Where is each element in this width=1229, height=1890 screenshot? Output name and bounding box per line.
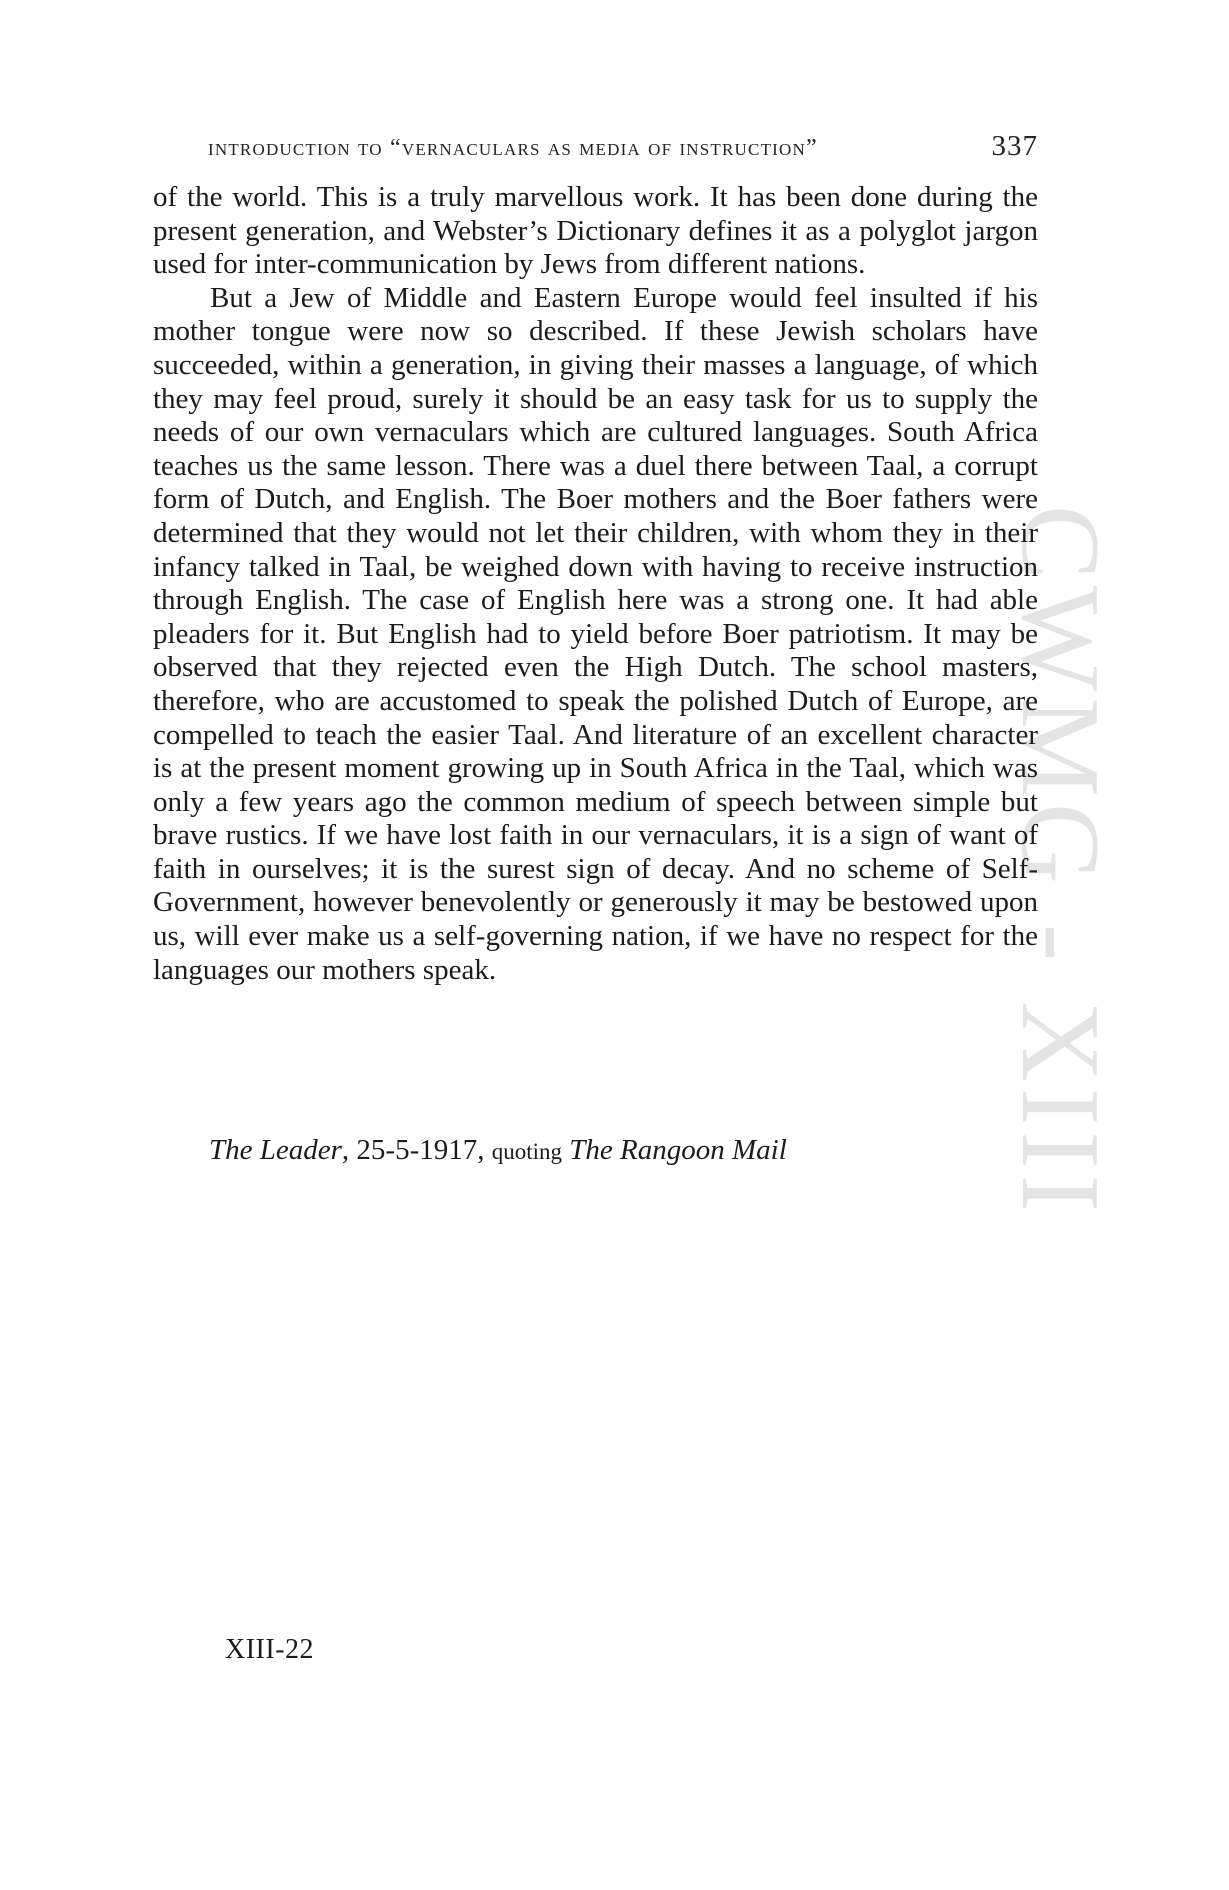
body-text xyxy=(153,181,1038,987)
signature-mark: XIII-22 xyxy=(225,1634,315,1665)
source-publication: The Leader xyxy=(209,1134,342,1166)
watermark-text: CWMG - XIII xyxy=(998,505,1122,1218)
page-number: 337 xyxy=(991,130,1038,162)
paragraph-1: of the world. This is a truly marvellous work. It has been done during the present generation, and Webster’s Dictionary defines it as a polyglot jargon used for inter-communication by Jews from different nations. xyxy=(153,181,1038,281)
source-date: , 25-5-1917, xyxy=(341,1134,492,1166)
source-citation xyxy=(209,1132,787,1170)
running-head-title: introduction to “vernaculars as media of instruction” xyxy=(208,135,818,161)
source-quoting-word: quoting xyxy=(491,1139,563,1164)
source-quoted-publication: The Rangoon Mail xyxy=(569,1134,787,1166)
paragraph-2: But a Jew of Middle and Eastern Europe would feel insulted if his mother tongue were now so described. If these Jewish scholars have succeeded, within a generation, in giving their masses a language, of which they may feel proud, surely it should be an easy task for us to supply the needs of our own vernaculars which are cultured languages. South Africa teaches us the same lesson. There was a duel there between Taal, a corrupt form of Dutch, and English. The Boer mothers and the Boer fathers were determined that they would not let their children, with whom they in their infancy talked in Taal, be weighed down with having to receive instruction through English. The case of English here was a strong one. It had able pleaders for it. But English had to yield before Boer patriotism. It may be observed that they rejected even the High Dutch. The school masters, therefore, who are accustomed to speak the polished Dutch of Europe, are compelled to teach the easier Taal. And literature of an excellent character is at the present moment growing up in South Africa in the Taal, which was only a few years ago the common medium of speech between simple but brave rustics. If we have lost faith in our vernaculars, it is a sign of want of faith in ourselves; it is the surest sign of decay. And no scheme of Self-Government, however benevolently or generously it may be bestowed upon us, will ever make us a self-governing nation, if we have no respect for the languages our mothers speak. xyxy=(153,281,1038,986)
running-head xyxy=(208,130,1038,166)
